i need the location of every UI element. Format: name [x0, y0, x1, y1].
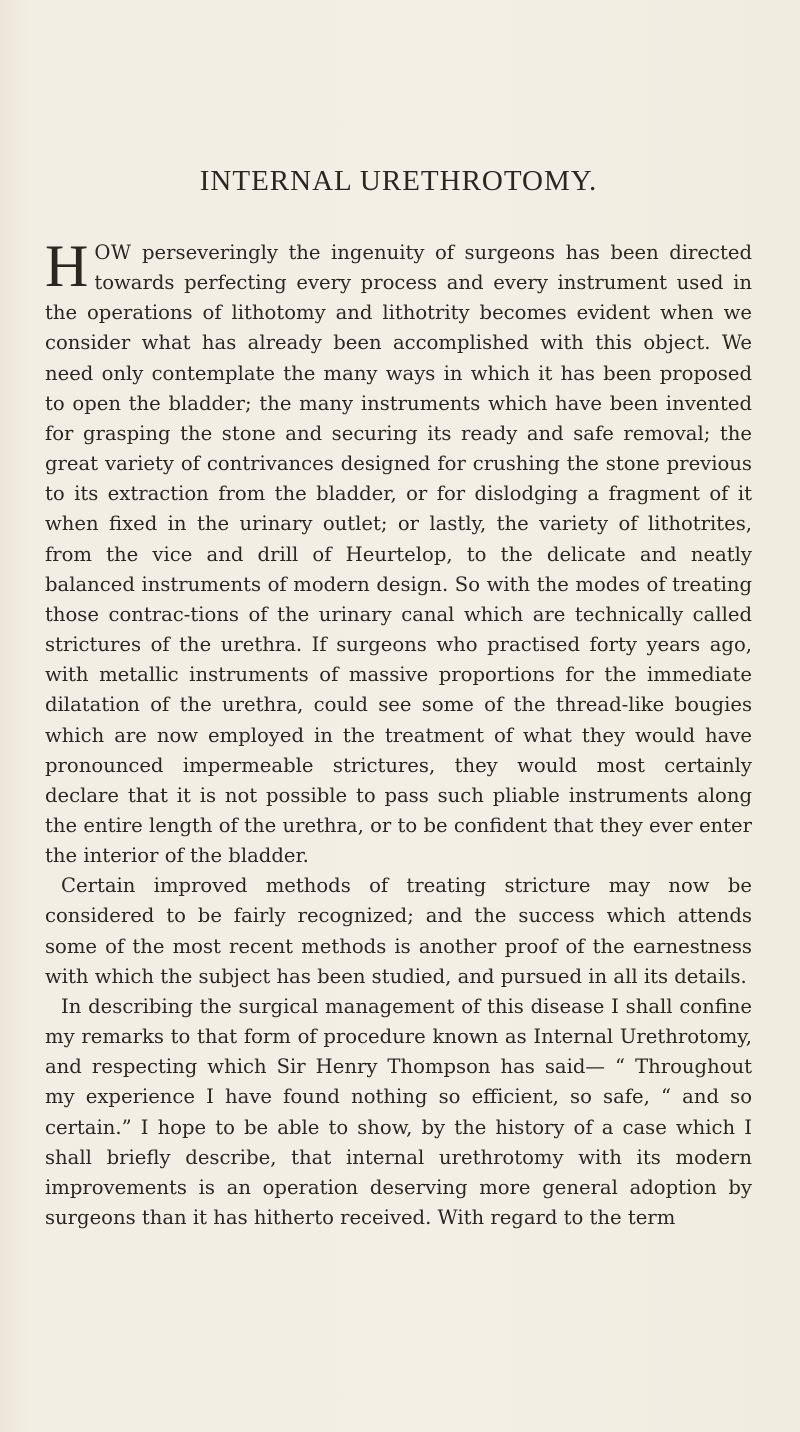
drop-cap: H [45, 233, 89, 299]
chapter-title: INTERNAL URETHROTOMY. [199, 165, 598, 197]
paragraph-1 [45, 233, 752, 871]
paragraph-1-text: perseveringly the ingenuity of surgeons has been directed towards perfecting every process and every instrument used in the operations of lithotomy and lithotrity becomes evident when we consider what has already been accomplished with this object. We need only contemplate the many ways in which it has been proposed to open the bladder; the many instruments which have been invented for grasping the stone and securing its ready and safe removal; the great variety of contrivances designed for crushing the stone previous to its extraction from the bladder, or for dislodging a fragment of it when fixed in the urinary outlet; or lastly, the variety of lithotrites, from the vice and drill of Heurtelop, to the delicate and neatly balanced instruments of modern design. So with the modes of treating those contrac-tions of the urinary canal which are technically called strictures of the urethra. If surgeons who practised forty years ago, with metallic instruments of massive proportions for the immediate dilatation of the urethra, could see some of the thread-like bougies which are now employed in the treatment of what they would have pronounced impermeable strictures, they would most certainly declare that it is not possible to pass such pliable instruments along the entire length of the urethra, or to be confident that they ever enter the interior of the bladder. [45, 241, 752, 868]
paragraph-3: In describing the surgical management of this disease I shall confine my remarks to that form of procedure known as Internal Urethrotomy, and respecting which Sir Henry Thompson has said— “ Throughout my experience I have found nothing so efficient, so safe, “ and so certain.” I hope to be able to show, by the history of a case which I shall briefly describe, that internal urethrotomy with its modern improvements is an operation deserving more general adoption by surgeons than it has hitherto received. With regard to the term [45, 994, 752, 1229]
paragraph-2: Certain improved methods of treating stricture may now be considered to be fairly recognized; and the success which attends some of the most recent methods is another proof of the earnestness with which the subject has been studied, and pursued in all its details. [45, 874, 752, 988]
body-text [45, 233, 752, 1233]
first-word-rest: OW [94, 241, 132, 264]
